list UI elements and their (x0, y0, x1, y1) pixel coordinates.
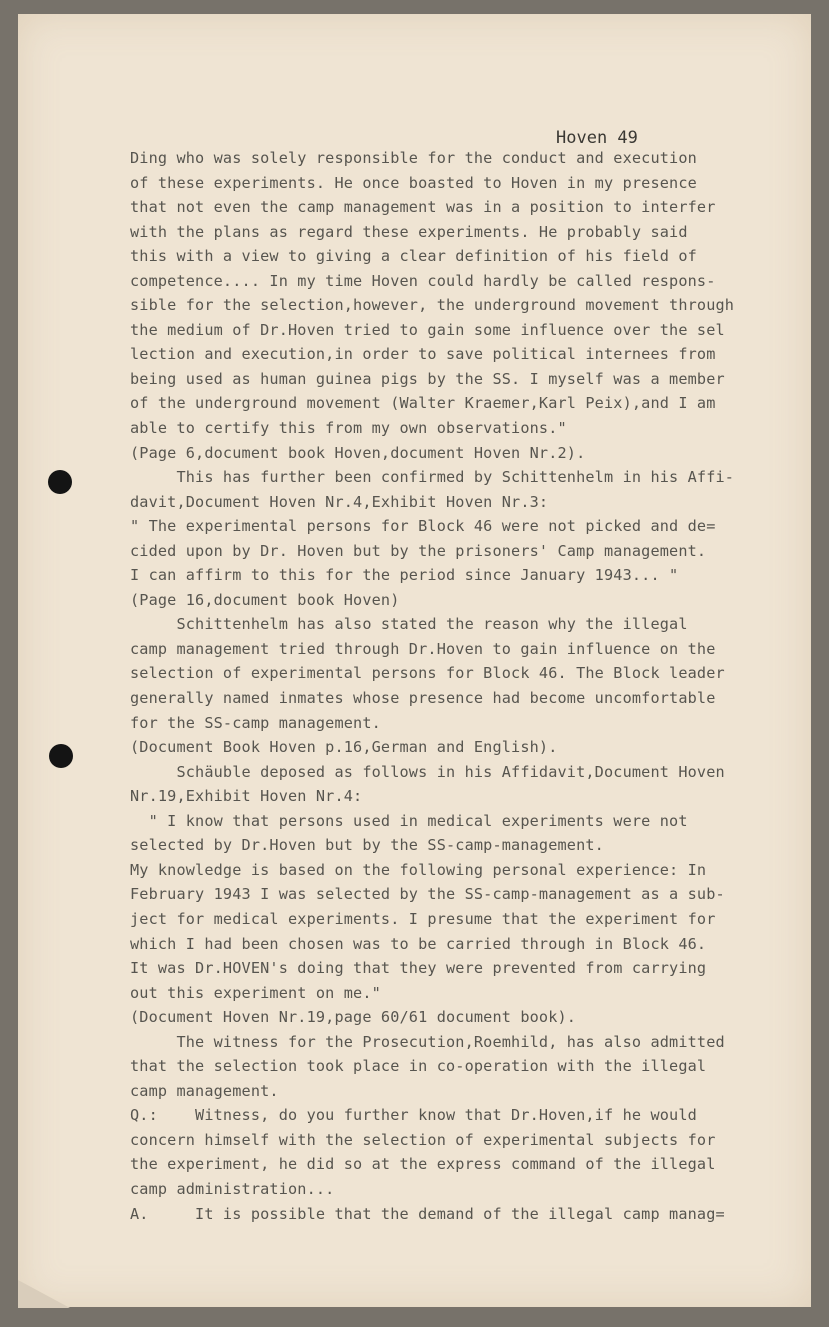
text-line: being used as human guinea pigs by the SS. I myself was a member (130, 369, 725, 388)
text-line: that not even the camp management was in a position to interfer (130, 198, 716, 217)
text-line: ject for medical experiments. I presume that the experiment for (130, 909, 716, 928)
text-line: It was Dr.HOVEN's doing that they were prevented from carrying (130, 959, 707, 978)
text-line: Ding who was solely responsible for the conduct and execution (130, 149, 697, 167)
folded-corner (18, 1280, 70, 1308)
punch-hole-bottom (49, 744, 73, 768)
page-number: Hoven 49 (556, 128, 638, 148)
text-line: selected by Dr.Hoven but by the SS-camp-management. (130, 836, 604, 855)
text-line: I can affirm to this for the period since January 1943... " (130, 566, 679, 585)
punch-hole-top (48, 470, 72, 494)
text-line: of these experiments. He once boasted to Hoven in my presence (130, 173, 697, 192)
text-line: Schittenhelm has also stated the reason why the illegal (130, 615, 688, 634)
typewritten-body (130, 146, 810, 1226)
text-line: camp management tried through Dr.Hoven to gain influence on the (130, 639, 716, 658)
text-line: (Document Book Hoven p.16,German and English). (130, 738, 558, 757)
text-line: My knowledge is based on the following personal experience: In (130, 860, 707, 879)
text-line: Q.: Witness, do you further know that Dr.Hoven,if he would (130, 1106, 697, 1125)
text-line: davit,Document Hoven Nr.4,Exhibit Hoven Nr.3: (130, 492, 549, 511)
text-line: this with a view to giving a clear definition of his field of (130, 247, 697, 266)
text-line: cided upon by Dr. Hoven but by the prisoners' Camp management. (130, 541, 707, 560)
text-line: competence.... In my time Hoven could hardly be called respons- (130, 271, 716, 290)
text-line: " The experimental persons for Block 46 were not picked and de= (130, 517, 716, 536)
text-line: (Page 6,document book Hoven,document Hoven Nr.2). (130, 443, 586, 462)
text-line: able to certify this from my own observations." (130, 419, 567, 438)
text-line: the medium of Dr.Hoven tried to gain some influence over the sel (130, 320, 725, 339)
text-line: generally named inmates whose presence had become uncomfortable (130, 689, 716, 708)
text-line: Schäuble deposed as follows in his Affidavit,Document Hoven (130, 762, 725, 781)
text-line: that the selection took place in co-operation with the illegal (130, 1057, 707, 1076)
text-line: This has further been confirmed by Schittenhelm in his Affi- (130, 468, 735, 487)
text-line: camp administration... (130, 1179, 335, 1198)
text-line: " I know that persons used in medical experiments were not (130, 811, 688, 830)
text-line: (Document Hoven Nr.19,page 60/61 document book). (130, 1008, 577, 1027)
text-line: A. It is possible that the demand of the illegal camp manag= (130, 1204, 725, 1223)
text-line: The witness for the Prosecution,Roemhild, has also admitted (130, 1032, 725, 1051)
text-line: Nr.19,Exhibit Hoven Nr.4: (130, 787, 363, 806)
text-line: camp management. (130, 1081, 279, 1100)
text-line: of the underground movement (Walter Kraemer,Karl Peix),and I am (130, 394, 716, 413)
text-line: (Page 16,document book Hoven) (130, 590, 400, 609)
text-line: sible for the selection,however, the underground movement through (130, 296, 735, 315)
text-line: for the SS-camp management. (130, 713, 381, 732)
text-line: which I had been chosen was to be carried through in Block 46. (130, 934, 707, 953)
text-line: concern himself with the selection of experimental subjects for (130, 1130, 716, 1149)
text-line: lection and execution,in order to save political internees from (130, 345, 716, 364)
text-line: selection of experimental persons for Block 46. The Block leader (130, 664, 725, 683)
text-line: with the plans as regard these experiments. He probably said (130, 222, 688, 241)
text-line: February 1943 I was selected by the SS-camp-management as a sub- (130, 885, 725, 904)
text-line: out this experiment on me." (130, 983, 381, 1002)
text-line: the experiment, he did so at the express command of the illegal (130, 1155, 716, 1174)
